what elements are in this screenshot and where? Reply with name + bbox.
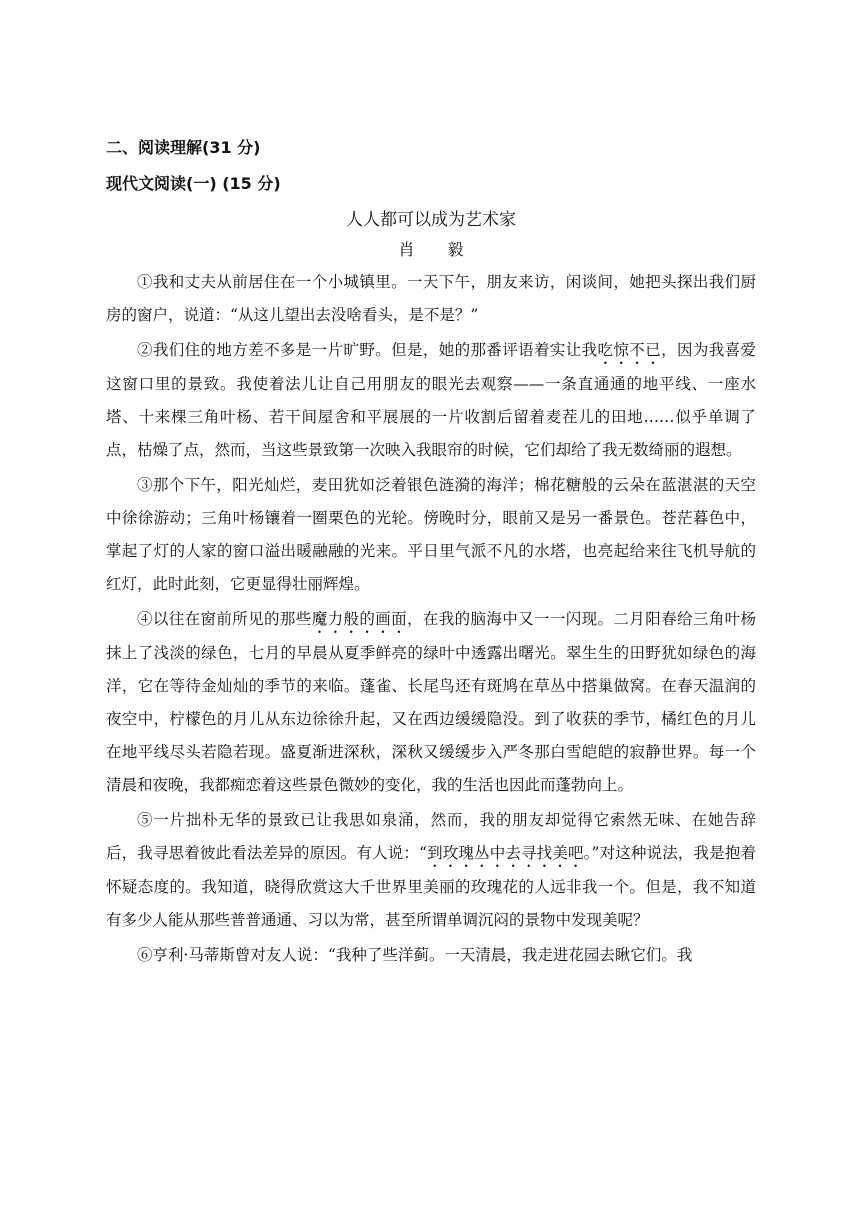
paragraph-2 <box>106 334 756 467</box>
paragraph-4 <box>106 603 756 802</box>
paragraph-1 <box>106 266 756 332</box>
emphasized-phrase: 到玫瑰丛中去寻找美吧 <box>426 844 584 862</box>
article-body <box>106 266 756 972</box>
paragraph-text: ①我和丈夫从前居住在一个小城镇里。一天下午，朋友来访，闲谈间，她把头探出我们厨房的窗户，说道：“从这儿望出去没啥看头，是不是？” <box>106 273 756 324</box>
article-title: 人人都可以成为艺术家 <box>346 210 516 230</box>
paragraph-6 <box>106 939 756 972</box>
emphasized-phrase: 吃惊不已 <box>597 341 662 359</box>
paragraph-text: ⑤一片拙朴无华的景致已让我思如泉涌，然而，我的朋友却觉得它索然无味、在她告辞后，我寻思着彼此看法差异的原因。有人说：“ <box>106 811 756 862</box>
article-author: 肖 毅 <box>398 240 478 259</box>
subsection-heading: 现代文阅读(一) (15 分) <box>106 174 281 193</box>
paragraph-text: ⑥亨利·马蒂斯曾对友人说：“我种了些洋蓟。一天清晨，我走进花园去瞅它们。我 <box>137 946 693 964</box>
paragraph-text: ，在我的脑海中又一一闪现。二月阳春给三角叶杨抹上了浅淡的绿色，七月的早晨从夏季鲜亮的绿叶中透露出曙光。翠生生的田野犹如绿色的海洋，它在等待金灿灿的季节的来临。蓬雀、长尾鸟还有斑鸠在草丛中搭巢做窝。在春天温润的夜空中，柠檬色的月儿从东边徐徐升起，又在西边缓缓隐没。到了收获的季节，橘红色的月儿在地平线尽头若隐若现。盛夏渐进深秋，深秋又缓缓步入严冬那白雪皑皑的寂静世界。每一个清晨和夜晚，我都痴恋着这些景色微妙的变化，我的生活也因此而蓬勃向上。 <box>106 610 756 794</box>
paragraph-text: ②我们住的地方差不多是一片旷野。但是，她的那番评语着实让我 <box>137 341 598 359</box>
paragraph-text: ③那个下午，阳光灿烂，麦田犹如泛着银色涟漪的海洋；棉花糖般的云朵在蓝湛湛的天空中徐徐游动；三角叶杨镶着一圈栗色的光轮。傍晚时分，眼前又是另一番景色。苍茫暮色中，掌起了灯的人家的窗口溢出暖融融的光来。平日里气派不凡的水塔，也亮起给来往飞机导航的红灯，此时此刻，它更显得壮丽辉煌。 <box>106 476 756 593</box>
page-content <box>106 134 756 972</box>
emphasized-phrase: 魔力般的画面 <box>311 610 407 628</box>
paragraph-5 <box>106 804 756 937</box>
section-heading: 二、阅读理解(31 分) <box>106 138 261 157</box>
paragraph-text: ，因为我喜爱这窗口里的景致。我使着法儿让自己用朋友的眼光去观察——一条直通通的地平线、一座水塔、十来棵三角叶杨、若干间屋舍和平展展的一片收割后留着麦茬儿的田地……似乎单调了点，枯燥了点，然而，当这些景致第一次映入我眼帘的时候，它们却给了我无数绮丽的遐想。 <box>106 341 756 459</box>
paragraph-text: 。”对这种说法，我是抱着怀疑态度的。我知道，晓得欣赏这大千世界里美丽的玫瑰花的人远非我一个。但是，我不知道有多少人能从那些普普通通、习以为常，甚至所谓单调沉闷的景物中发现美呢？ <box>106 844 756 929</box>
paragraph-text: ④以往在窗前所见的那些 <box>137 610 312 628</box>
paragraph-3 <box>106 469 756 601</box>
